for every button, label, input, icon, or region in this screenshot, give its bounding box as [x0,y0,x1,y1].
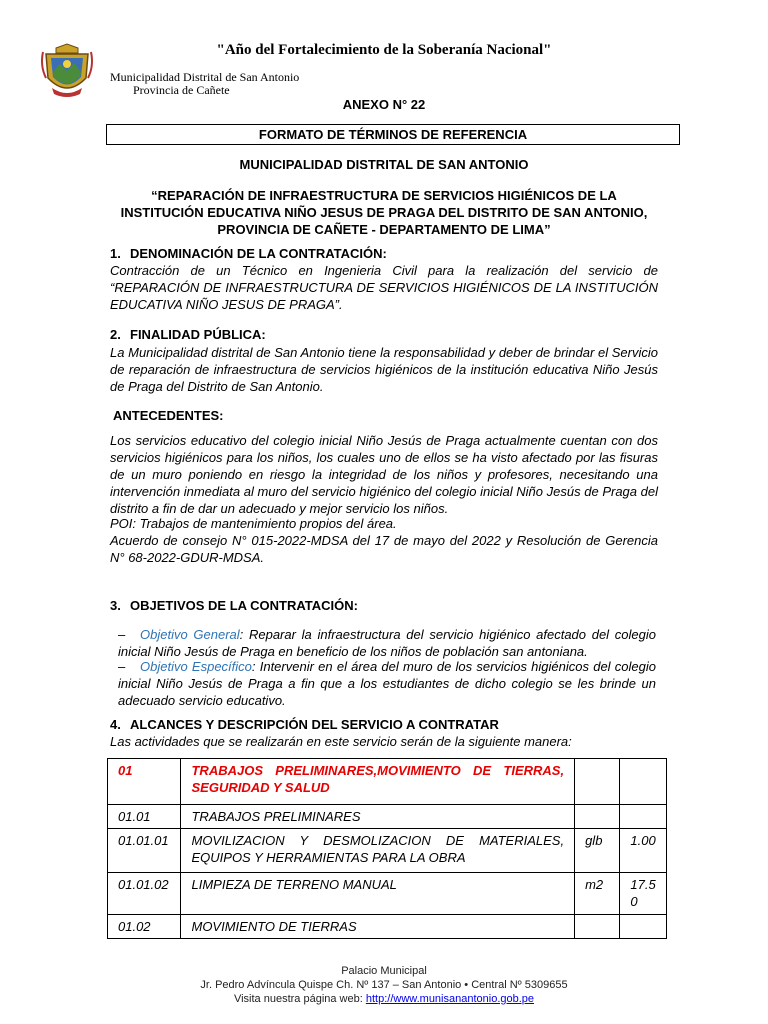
antecedentes-agreement: Acuerdo de consejo N° 015-2022-MDSA del 17 de mayo del 2022 y Resolución de Gerencia N° 68-2022-GDUR-MDSA. [110,533,658,565]
province-name: Provincia de Cañete [133,83,230,97]
activity-unit: glb [575,829,620,873]
section-2-text: La Municipalidad distrital de San Antonio tiene la responsabilidad y deber de brindar el Servicio de reparación de infraestructura de servicios higiénicos de la institución educativa Niño Jesús de Praga del Distrito de San Antonio. [110,345,658,394]
activity-description: MOVILIZACION Y DESMOLIZACION DE MATERIALES, EQUIPOS Y HERRAMIENTAS PARA LA OBRA [181,829,575,873]
antecedentes-heading: ANTECEDENTES: [113,408,224,423]
section-1-number: 1. [110,246,121,261]
objective-specific [118,658,656,709]
antecedentes-text: Los servicios educativo del colegio inicial Niño Jesús de Praga actualmente cuentan con dos servicios higiénicos para los niños, los cuales uno de ellos se ha visto afectado por las fisuras de un muro poniendo en riesgo la integridad de los niños y profesores, necesitando una intervención inmediata al muro del servicio higiénico del colegio inicial Niño Jesús de Praga del distrito a fin de dar un adecuado y mejor servicio los niños. [110,433,658,516]
antecedentes-poi: POI: Trabajos de mantenimiento propios del área. [110,516,397,531]
footer-website-line [0,993,768,1005]
objective-specific-label: Objetivo Específico [140,659,252,674]
section-3-number: 3. [110,598,121,613]
section-2-number: 2. [110,327,121,342]
table-row [108,805,667,829]
footer-palace: Palacio Municipal [341,965,427,977]
format-title: FORMATO DE TÉRMINOS DE REFERENCIA [106,124,680,145]
section-1-heading [110,246,387,261]
activity-unit: m2 [575,873,620,915]
activity-unit [575,805,620,829]
activity-quantity [620,805,667,829]
activity-quantity [620,915,667,939]
objective-general-label: Objetivo General [140,627,240,642]
table-row [108,915,667,939]
table-row [108,873,667,915]
section-4-heading [110,717,499,732]
activity-code: 01.01 [108,805,181,829]
activity-unit [575,759,620,805]
annex-number: ANEXO N° 22 [342,97,426,112]
table-row [108,759,667,805]
objective-specific-text: : Intervenir en el área del muro de los servicios higiénicos del colegio inicial Niño Jesús de Praga a fin que a los estudiantes de dicho colegio se les brinde un adecuado servicio educativo. [118,659,656,708]
section-3-title: OBJETIVOS DE LA CONTRATACIÓN: [130,598,358,613]
entity-title: MUNICIPALIDAD DISTRITAL DE SAN ANTONIO [239,157,529,172]
table-row [108,829,667,873]
bullet-dash: – [118,627,126,642]
footer-address: Jr. Pedro Advíncula Quispe Ch. Nº 137 – San Antonio • Central Nº 5309655 [200,979,568,991]
bullet-dash: – [118,659,126,674]
section-1-title: DENOMINACIÓN DE LA CONTRATACIÓN: [130,246,387,261]
activity-description: TRABAJOS PRELIMINARES,MOVIMIENTO DE TIERRAS, SEGURIDAD Y SALUD [181,759,575,805]
activity-description: MOVIMIENTO DE TIERRAS [181,915,575,939]
activity-quantity [620,759,667,805]
footer-website-prefix: Visita nuestra página web: [233,993,366,1005]
section-4-number: 4. [110,717,121,732]
project-title: “REPARACIÓN DE INFRAESTRUCTURA DE SERVICIOS HIGIÉNICOS DE LA INSTITUCIÓN EDUCATIVA NIÑO JESUS DE PRAGA DEL DISTRITO DE SAN ANTONIO, PROVINCIA DE CAÑETE - DEPARTAMENTO DE LIMA” [120,188,648,237]
section-4-intro: Las actividades que se realizarán en este servicio serán de la siguiente manera: [110,734,572,749]
activity-code: 01.01.01 [108,829,181,873]
activities-table [107,758,667,939]
section-1-text: Contracción de un Técnico en Ingenieria Civil para la realización del servicio de “REPARACIÓN DE INFRAESTRUCTURA DE SERVICIOS HIGIÉNICOS DE LA INSTITUCIÓN EDUCATIVA NIÑO JESUS DE PRAGA”. [110,263,658,312]
activity-quantity: 17.50 [620,873,667,915]
objective-general [118,626,656,660]
section-2-heading [110,327,266,342]
objective-general-text: : Reparar la infraestructura del servicio higiénico afectado del colegio inicial Niño Jesús de Praga en beneficio de los niños de población san antoniana. [118,627,656,659]
activity-unit [575,915,620,939]
activity-code: 01.02 [108,915,181,939]
section-3-heading [110,598,358,613]
activity-description: TRABAJOS PRELIMINARES [181,805,575,829]
activity-code: 01.01.02 [108,873,181,915]
activity-description: LIMPIEZA DE TERRENO MANUAL [181,873,575,915]
section-2-title: FINALIDAD PÚBLICA: [130,327,266,342]
activity-quantity: 1.00 [620,829,667,873]
website-link[interactable]: http://www.munisanantonio.gob.pe [365,993,535,1005]
motto-header: "Año del Fortalecimiento de la Soberanía Nacional" [216,42,552,58]
section-4-title: ALCANCES Y DESCRIPCIÓN DEL SERVICIO A CONTRATAR [130,717,499,732]
municipality-name: Municipalidad Distrital de San Antonio [110,70,300,84]
activity-code: 01 [108,759,181,805]
